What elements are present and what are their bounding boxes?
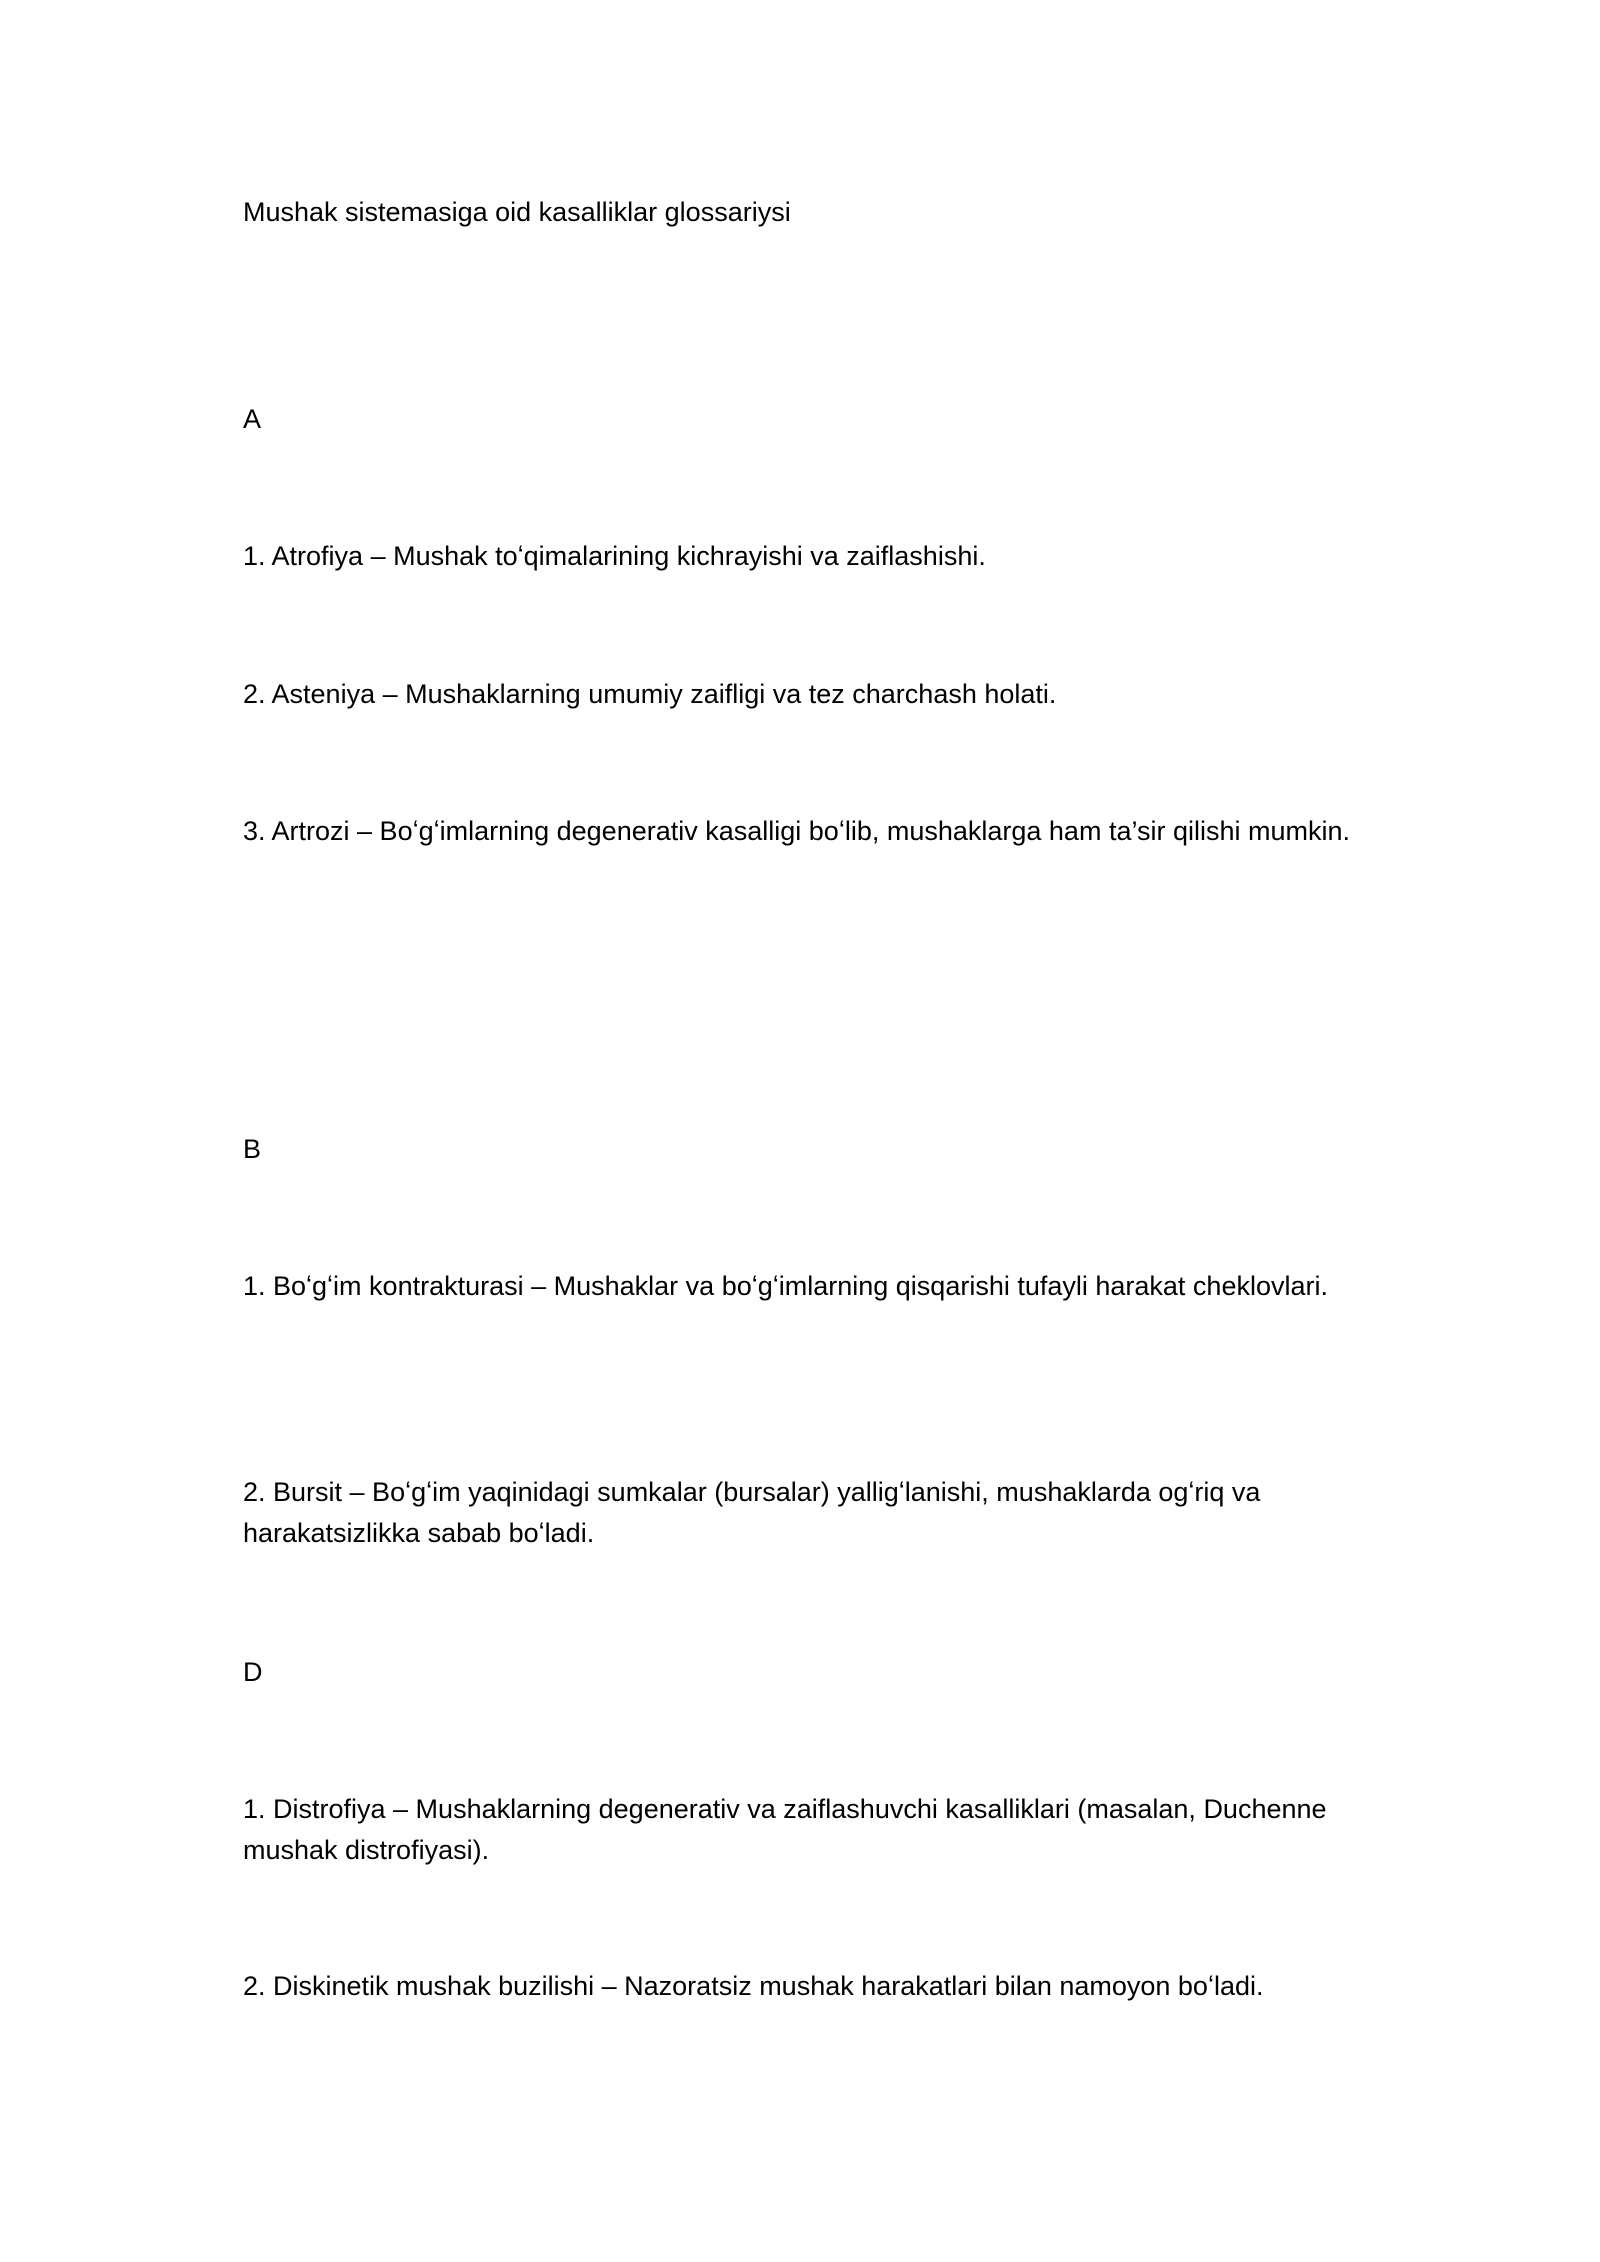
section-letter-a: A [243, 404, 262, 434]
section-letter-b: B [243, 1134, 262, 1164]
document-title: Mushak sistemasiga oid kasalliklar glossariysi [243, 197, 791, 227]
glossary-entry: 3. Artrozi – Boʻgʻimlarning degenerativ kasalligi boʻlib, mushaklarga ham ta’sir qilishi mumkin. [243, 816, 1350, 846]
section-letter-d: D [243, 1657, 263, 1687]
glossary-entry: 2. Asteniya – Mushaklarning umumiy zaifligi va tez charchash holati. [243, 679, 1057, 709]
glossary-entry: 1. Atrofiya – Mushak toʻqimalarining kichrayishi va zaiflashishi. [243, 541, 986, 571]
glossary-entry: 2. Diskinetik mushak buzilishi – Nazoratsiz mushak harakatlari bilan namoyon boʻladi. [243, 1971, 1264, 2001]
glossary-entry: 1. Distrofiya – Mushaklarning degenerativ va zaiflashuvchi kasalliklari (masalan, Duchenne mushak distrofiyasi). [243, 1794, 1327, 1865]
glossary-entry: 1. Boʻgʻim kontrakturasi – Mushaklar va boʻgʻimlarning qisqarishi tufayli harakat cheklovlari. [243, 1271, 1328, 1301]
glossary-entry: 2. Bursit – Boʻgʻim yaqinidagi sumkalar (bursalar) yalligʻlanishi, mushaklarda ogʻriq va harakatsizlikka sabab boʻladi. [243, 1477, 1261, 1548]
